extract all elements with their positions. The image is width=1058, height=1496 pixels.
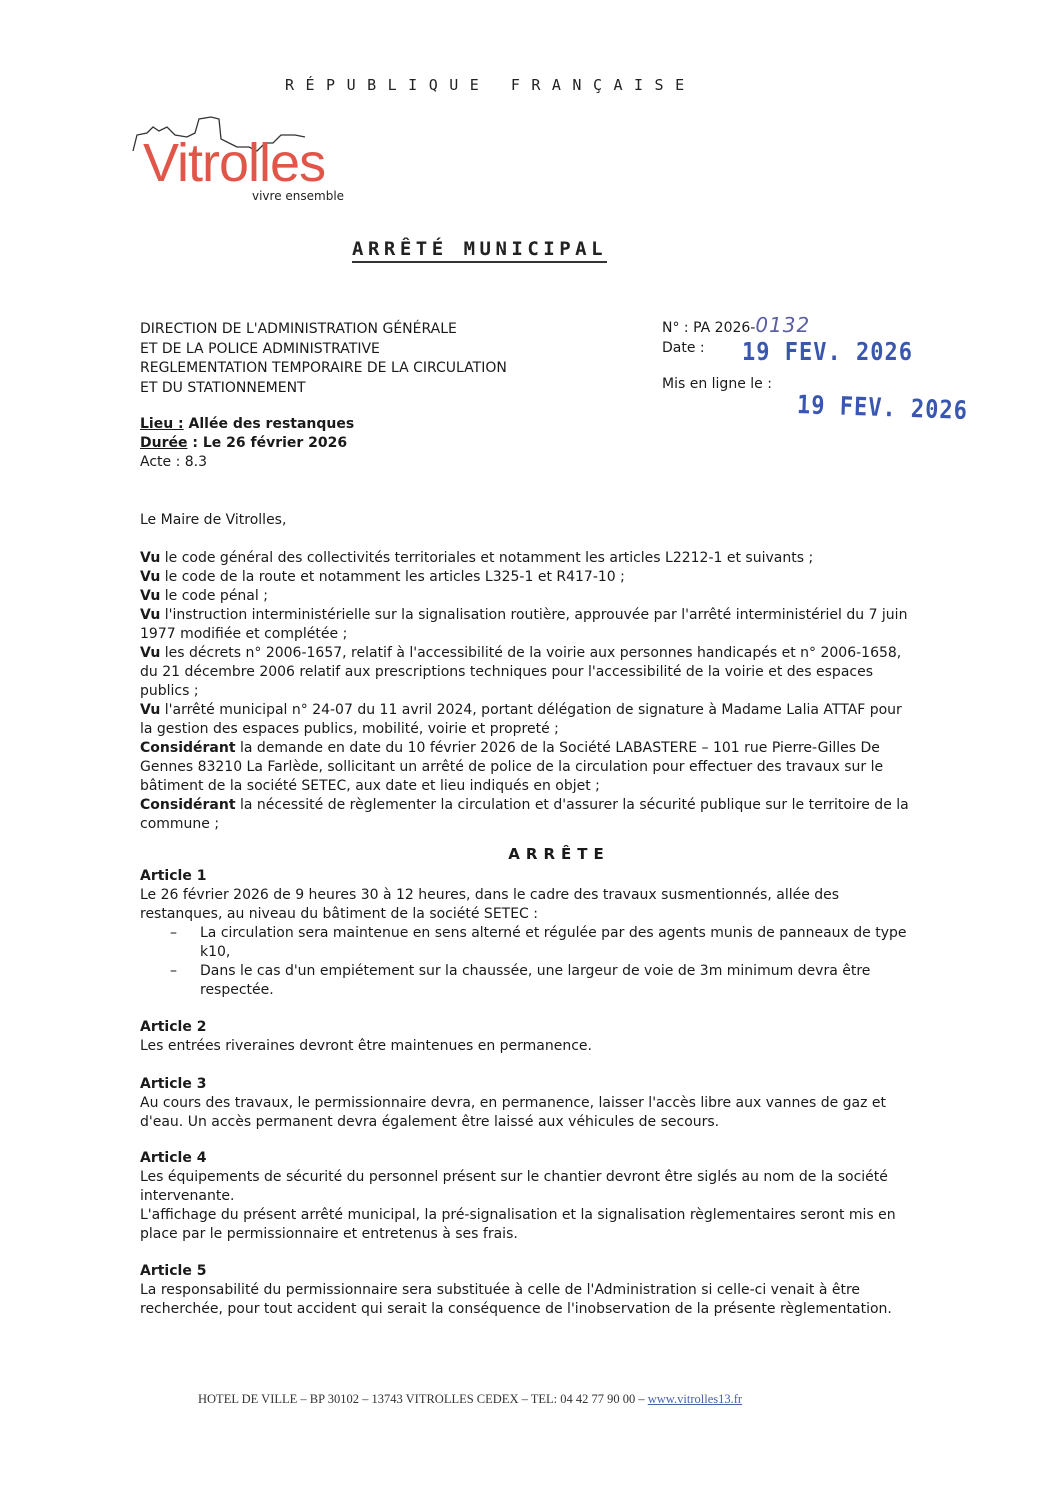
logo-wordmark: Vitrolles xyxy=(143,133,326,193)
vu-item: Vu l'instruction interministérielle sur la signalisation routière, approuvée par l'arrêté interministériel du 7 juin 1977 modifiée et complétée ; xyxy=(140,607,908,642)
direction-line: ET DU STATIONNEMENT xyxy=(140,379,306,396)
vitrolles-logo xyxy=(125,113,385,208)
footer-address: HOTEL DE VILLE – BP 30102 – 13743 VITROLLES CEDEX – TEL: 04 42 77 90 00 – xyxy=(198,1392,648,1406)
preamble xyxy=(140,511,910,834)
article-3 xyxy=(140,1075,910,1132)
logo-tagline: vivre ensemble xyxy=(252,189,345,203)
article-4 xyxy=(140,1149,910,1244)
article-text: Le 26 février 2026 de 9 heures 30 à 12 heures, dans le cadre des travaux susmentionnés, allée des restanques, au niveau du bâtiment de la société SETEC : xyxy=(140,887,840,922)
acte-line: Acte : 8.3 xyxy=(140,454,208,470)
reference-number-handwritten: 0132 xyxy=(755,313,811,337)
vu-item: Vu le code pénal ; xyxy=(140,588,268,604)
article-bullets xyxy=(140,924,910,1000)
considerant-item: Considérant la demande en date du 10 février 2026 de la Société LABASTERE – 101 rue Pierre-Gilles De Gennes 83210 La Farlède, sollicitant un arrêté de police de la circulation pour effectuer des travaux sur le bâtiment de la société SETEC, aux date et lieu indiqués en objet ; xyxy=(140,740,884,794)
article-1 xyxy=(140,867,910,1000)
date-stamp: 19 FEV. 2026 xyxy=(742,338,913,367)
lieu-line xyxy=(140,415,354,434)
arrete-heading: ARRÊTE xyxy=(508,845,610,863)
article-2 xyxy=(140,1018,910,1056)
duree-value: : Le 26 février 2026 xyxy=(187,435,348,451)
article-title: Article 2 xyxy=(140,1019,207,1035)
republique-francaise-heading: RÉPUBLIQUE FRANÇAISE xyxy=(285,76,696,94)
article-bullet: – La circulation sera maintenue en sens alterné et régulée par des agents munis de panneaux de type k10, xyxy=(140,924,910,962)
article-text: L'affichage du présent arrêté municipal, la pré-signalisation et la signalisation règlementaires seront mis en place par le permissionnaire et entretenus à ses frais. xyxy=(140,1207,896,1242)
duree-label: Durée xyxy=(140,435,188,451)
article-title: Article 5 xyxy=(140,1263,207,1279)
meta-block xyxy=(140,415,354,472)
article-text: Les entrées riveraines devront être maintenues en permanence. xyxy=(140,1038,592,1054)
lieu-value: Allée des restanques xyxy=(183,416,355,432)
vu-item: Vu le code de la route et notamment les articles L325-1 et R417-10 ; xyxy=(140,569,625,585)
direction-line: ET DE LA POLICE ADMINISTRATIVE xyxy=(140,340,380,357)
vu-item: Vu les décrets n° 2006-1657, relatif à l'accessibilité de la voirie aux personnes handicapés et n° 2006-1658, du 21 décembre 2006 relatif aux prescriptions techniques pour l'accessibilité de la voirie et des espaces publics ; xyxy=(140,645,902,699)
duree-line xyxy=(140,434,354,453)
reference-number-label: N° : PA 2026- xyxy=(662,320,756,336)
considerant-item: Considérant la nécessité de règlementer la circulation et d'assurer la sécurité publique sur le territoire de la commune ; xyxy=(140,797,909,832)
online-date-stamp: 19 FEV. 2026 xyxy=(796,391,969,426)
reference-number-line xyxy=(662,315,810,338)
direction-block xyxy=(140,320,507,398)
article-text: La responsabilité du permissionnaire sera substituée à celle de l'Administration si celle-ci venait à être recherchée, pour tout accident qui serait la conséquence de l'inobservation de la présente règlementation. xyxy=(140,1282,892,1317)
article-title: Article 1 xyxy=(140,868,207,884)
date-label: Date : xyxy=(662,340,705,356)
website-link[interactable]: www.vitrolles13.fr xyxy=(647,1392,743,1406)
article-bullet: – Dans le cas d'un empiétement sur la chaussée, une largeur de voie de 3m minimum devra être respectée. xyxy=(140,962,910,1000)
direction-line: DIRECTION DE L'ADMINISTRATION GÉNÉRALE xyxy=(140,321,457,337)
vu-item: Vu le code général des collectivités territoriales et notamment les articles L2212-1 et suivants ; xyxy=(140,550,814,566)
direction-line: REGLEMENTATION TEMPORAIRE DE LA CIRCULATION xyxy=(140,360,507,376)
preamble-intro: Le Maire de Vitrolles, xyxy=(140,512,287,528)
lieu-label: Lieu : xyxy=(140,416,184,432)
article-text: Les équipements de sécurité du personnel présent sur le chantier devront être siglés au nom de la société intervenante. xyxy=(140,1169,888,1204)
footer xyxy=(198,1392,742,1407)
article-title: Article 4 xyxy=(140,1150,207,1166)
vu-item: Vu l'arrêté municipal n° 24-07 du 11 avril 2024, portant délégation de signature à Madame Lalia ATTAF pour la gestion des espaces publics, mobilité, voirie et propreté ; xyxy=(140,702,902,737)
article-text: Au cours des travaux, le permissionnaire devra, en permanence, laisser l'accès libre aux vannes de gaz et d'eau. Un accès permanent devra également être laissé aux véhicules de secours. xyxy=(140,1095,887,1130)
online-label: Mis en ligne le : xyxy=(662,376,772,392)
document-title: ARRÊTÉ MUNICIPAL xyxy=(352,238,607,263)
article-5 xyxy=(140,1262,910,1319)
article-title: Article 3 xyxy=(140,1076,207,1092)
